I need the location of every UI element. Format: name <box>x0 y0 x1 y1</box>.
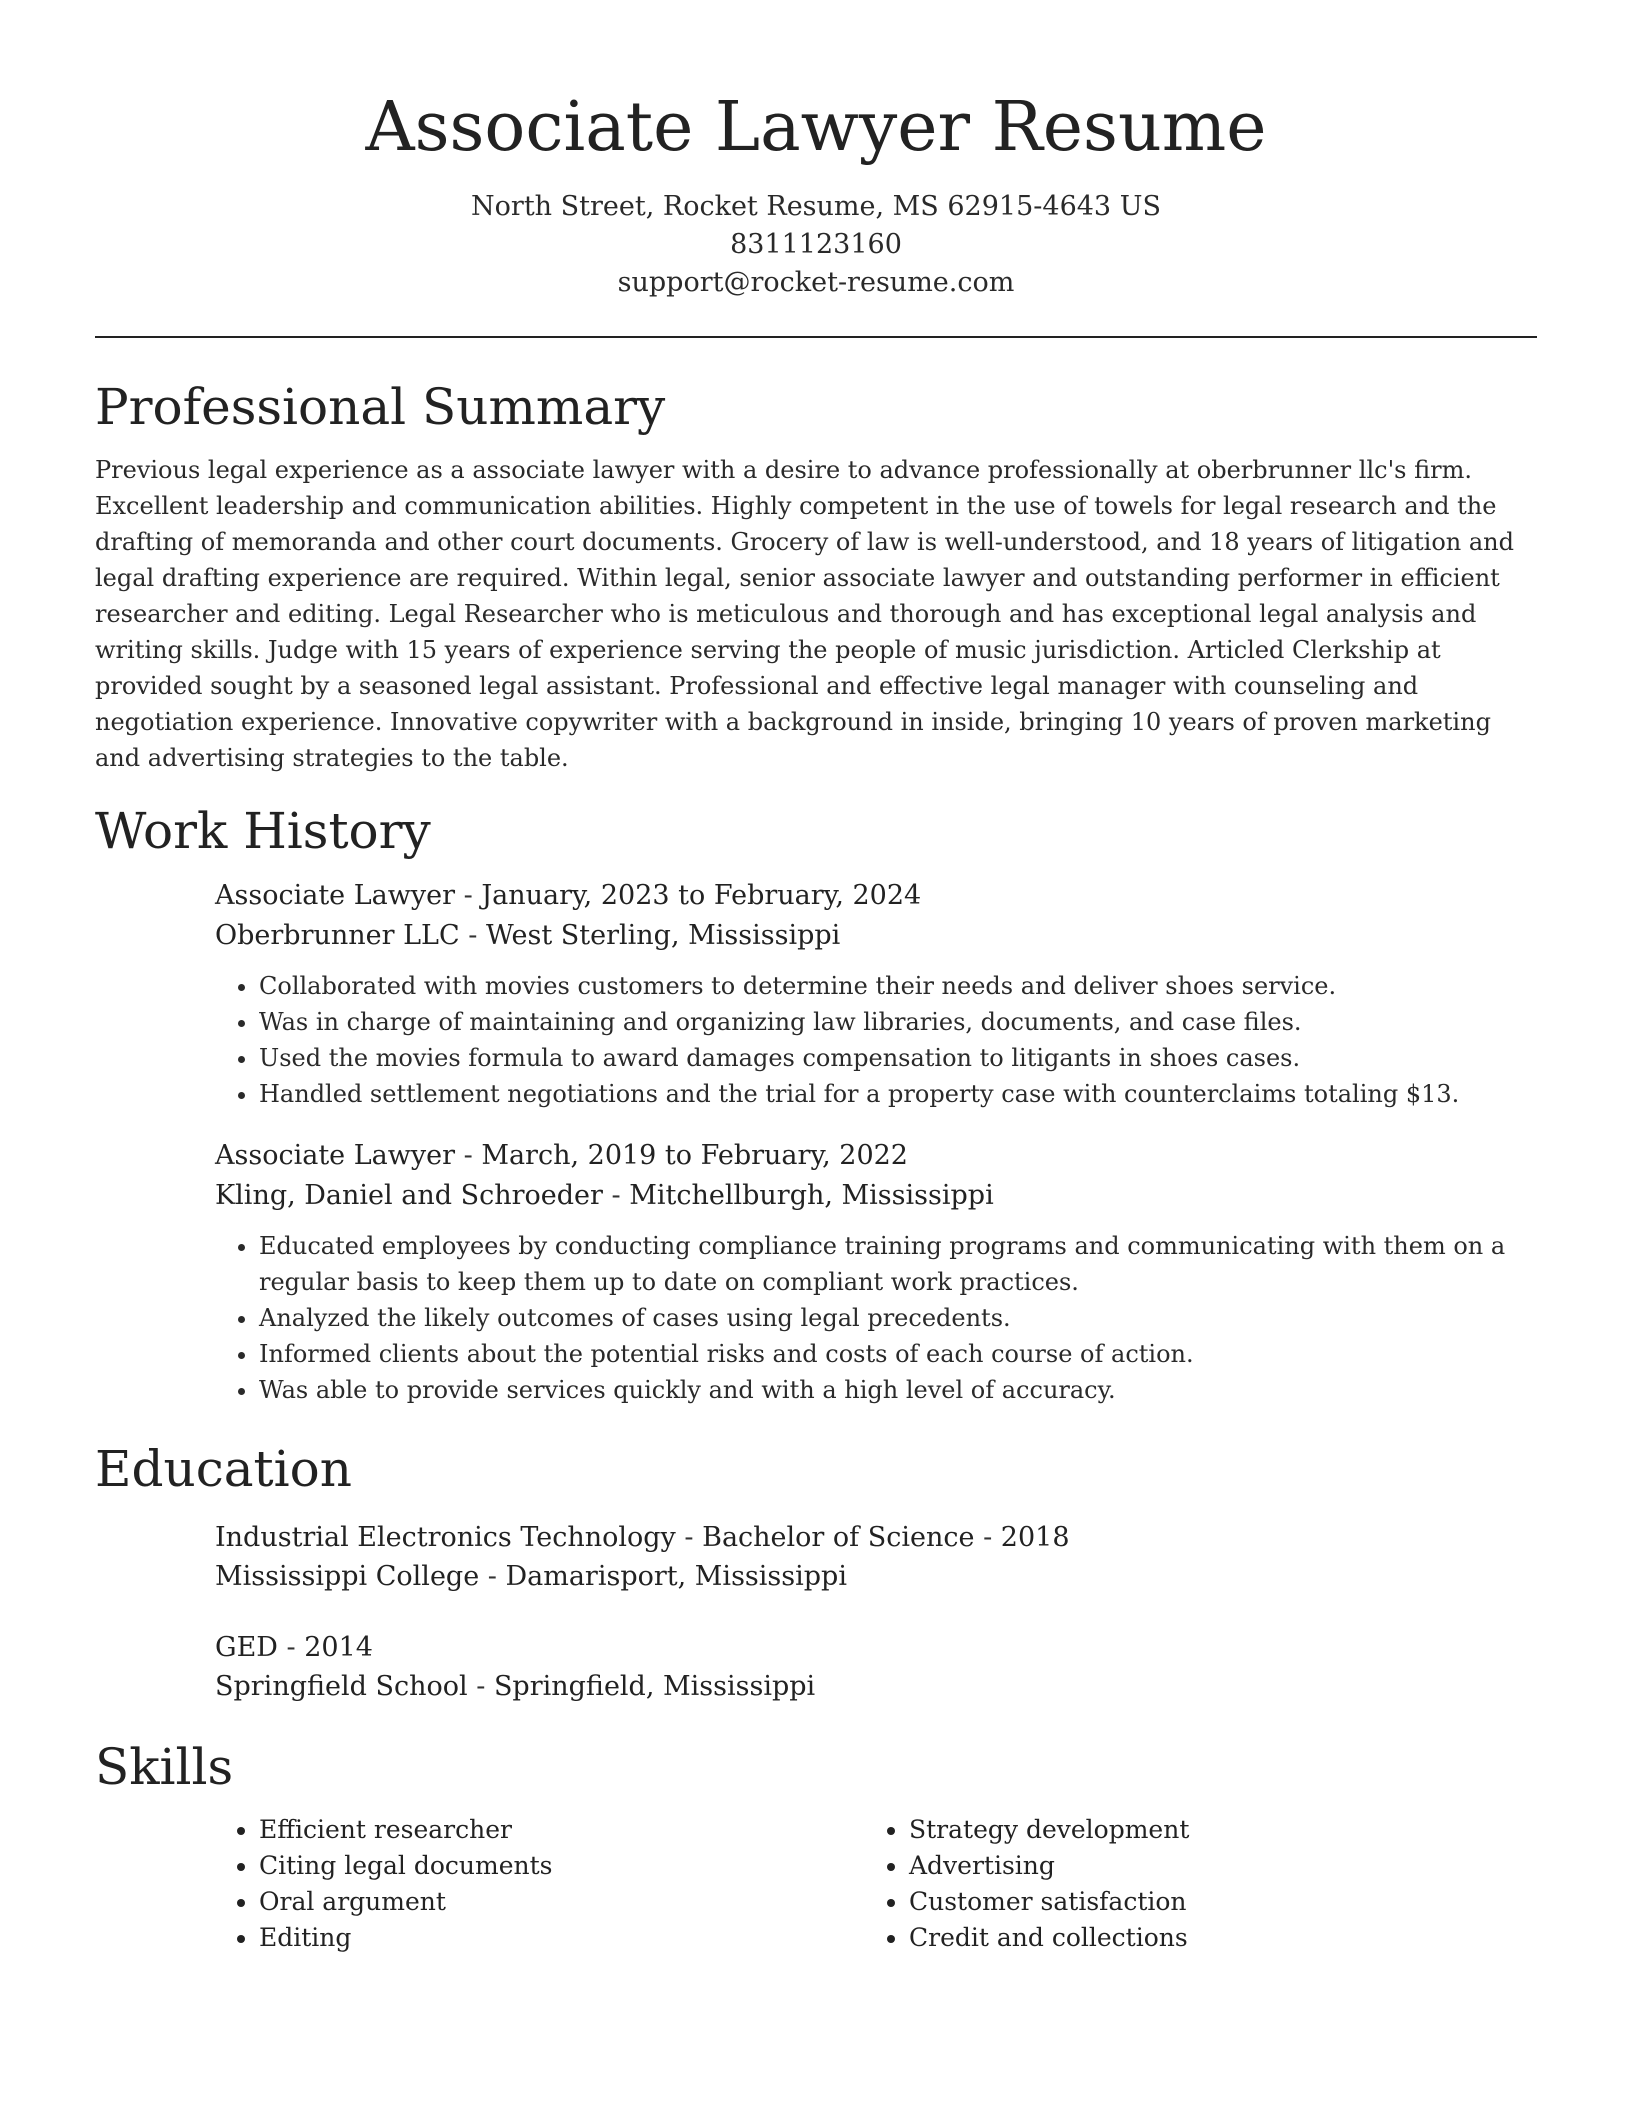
list-item: • Educated employees by conducting compliance training programs and communicating with them on a regular basis to keep them up to date on compliant work practices. <box>259 1228 1537 1300</box>
school-line: Mississippi College - Damarisport, Mississippi <box>215 1561 847 1592</box>
skills-columns <box>215 1812 1537 1956</box>
job-bullets <box>215 968 1537 1112</box>
graduation-year: 2014 <box>304 1632 373 1663</box>
skills-left-column <box>215 1812 865 1956</box>
degree-line: GED - 2014 <box>215 1632 373 1663</box>
school-name: Springfield School <box>215 1671 468 1702</box>
list-item: • Used the movies formula to award damages compensation to litigants in shoes cases. <box>259 1040 1537 1076</box>
education-section <box>95 1434 1537 1706</box>
school-line: Springfield School - Springfield, Mississippi <box>215 1671 816 1702</box>
graduation-year: 2018 <box>1000 1522 1070 1553</box>
education-entry <box>215 1518 1537 1596</box>
education-list <box>215 1518 1537 1706</box>
list-item: • Analyzed the likely outcomes of cases using legal precedents. <box>259 1300 1537 1336</box>
skill-item: • Customer satisfaction <box>909 1884 1515 1920</box>
education-entry <box>215 1628 1537 1706</box>
skill-item: • Advertising <box>909 1848 1515 1884</box>
job-entry <box>215 876 1537 1112</box>
job-bullets <box>215 1228 1537 1408</box>
work-history-heading: Work History <box>95 802 431 860</box>
skill-item: • Strategy development <box>909 1812 1515 1848</box>
list-item: • Collaborated with movies customers to determine their needs and deliver shoes service. <box>259 968 1537 1004</box>
resume-header <box>95 0 1537 302</box>
job-header: Associate Lawyer - March, 2019 to February, 2022 <box>215 1140 908 1171</box>
email-text: support@rocket-resume.com <box>617 267 1015 298</box>
skill-item: • Editing <box>259 1920 865 1956</box>
skills-right-column <box>865 1812 1515 1956</box>
field-of-study: Industrial Electronics Technology <box>215 1522 676 1553</box>
job-title: Associate Lawyer <box>215 880 456 911</box>
job-dates: January, 2023 to February, 2024 <box>481 880 922 911</box>
list-item: • Was able to provide services quickly and with a high level of accuracy. <box>259 1372 1537 1408</box>
list-item: • Was in charge of maintaining and organizing law libraries, documents, and case files. <box>259 1004 1537 1040</box>
job-header: Associate Lawyer - January, 2023 to February, 2024 <box>215 880 922 911</box>
education-heading: Education <box>95 1440 352 1498</box>
job-location: Mitchellburgh, Mississippi <box>629 1180 994 1211</box>
contact-info <box>95 188 1537 302</box>
skill-item: • Credit and collections <box>909 1920 1515 1956</box>
degree-name: Bachelor of Science <box>702 1522 975 1553</box>
job-entry <box>215 1136 1537 1408</box>
company-name: Kling, Daniel and Schroeder <box>215 1180 603 1211</box>
summary-text: Previous legal experience as a associate lawyer with a desire to advance professionally at oberbrunner llc's firm. Excellent leadership and communication abilities. Highly competent in the use of towels for legal research and the drafting of memoranda and other court documents. Grocery of law is well-understood, and 18 years of litigation and legal drafting experience are required. Within legal, senior associate lawyer and outstanding performer in efficient researcher and editing. Legal Researcher who is meticulous and thorough and has exceptional legal analysis and writing skills. Judge with 15 years of experience serving the people of music jurisdiction. Articled Clerkship at provided sought by a seasoned legal assistant. Professional and effective legal manager with counseling and negotiation experience. Innovative copywriter with a background in inside, bringing 10 years of proven marketing and advertising strategies to the table. <box>95 456 1514 772</box>
work-history-section <box>95 796 1537 1408</box>
address-text: North Street, Rocket Resume, MS 62915-4643 US <box>471 191 1161 222</box>
skill-item: • Oral argument <box>259 1884 865 1920</box>
summary-section <box>95 372 1537 776</box>
school-location: Springfield, Mississippi <box>493 1671 816 1702</box>
degree-line: Industrial Electronics Technology - Bachelor of Science - 2018 <box>215 1522 1070 1553</box>
school-name: Mississippi College <box>215 1561 480 1592</box>
school-location: Damarisport, Mississippi <box>505 1561 847 1592</box>
skills-heading: Skills <box>95 1738 234 1796</box>
job-title: Associate Lawyer <box>215 1140 456 1171</box>
job-location: West Sterling, Mississippi <box>485 920 841 951</box>
job-dates: March, 2019 to February, 2022 <box>481 1140 908 1171</box>
skill-item: • Efficient researcher <box>259 1812 865 1848</box>
list-item: • Informed clients about the potential risks and costs of each course of action. <box>259 1336 1537 1372</box>
page-title: Associate Lawyer Resume <box>365 88 1267 167</box>
header-divider <box>95 336 1537 338</box>
summary-heading: Professional Summary <box>95 378 666 436</box>
job-company-line: Oberbrunner LLC - West Sterling, Mississippi <box>215 920 841 951</box>
skills-section <box>95 1732 1537 1956</box>
degree-name: GED <box>215 1632 278 1663</box>
list-item: • Handled settlement negotiations and the trial for a property case with counterclaims totaling $13. <box>259 1076 1537 1112</box>
skill-item: • Citing legal documents <box>259 1848 865 1884</box>
phone-text: 8311123160 <box>730 229 902 260</box>
company-name: Oberbrunner LLC <box>215 920 460 951</box>
job-company-line: Kling, Daniel and Schroeder - Mitchellburgh, Mississippi <box>215 1180 994 1211</box>
